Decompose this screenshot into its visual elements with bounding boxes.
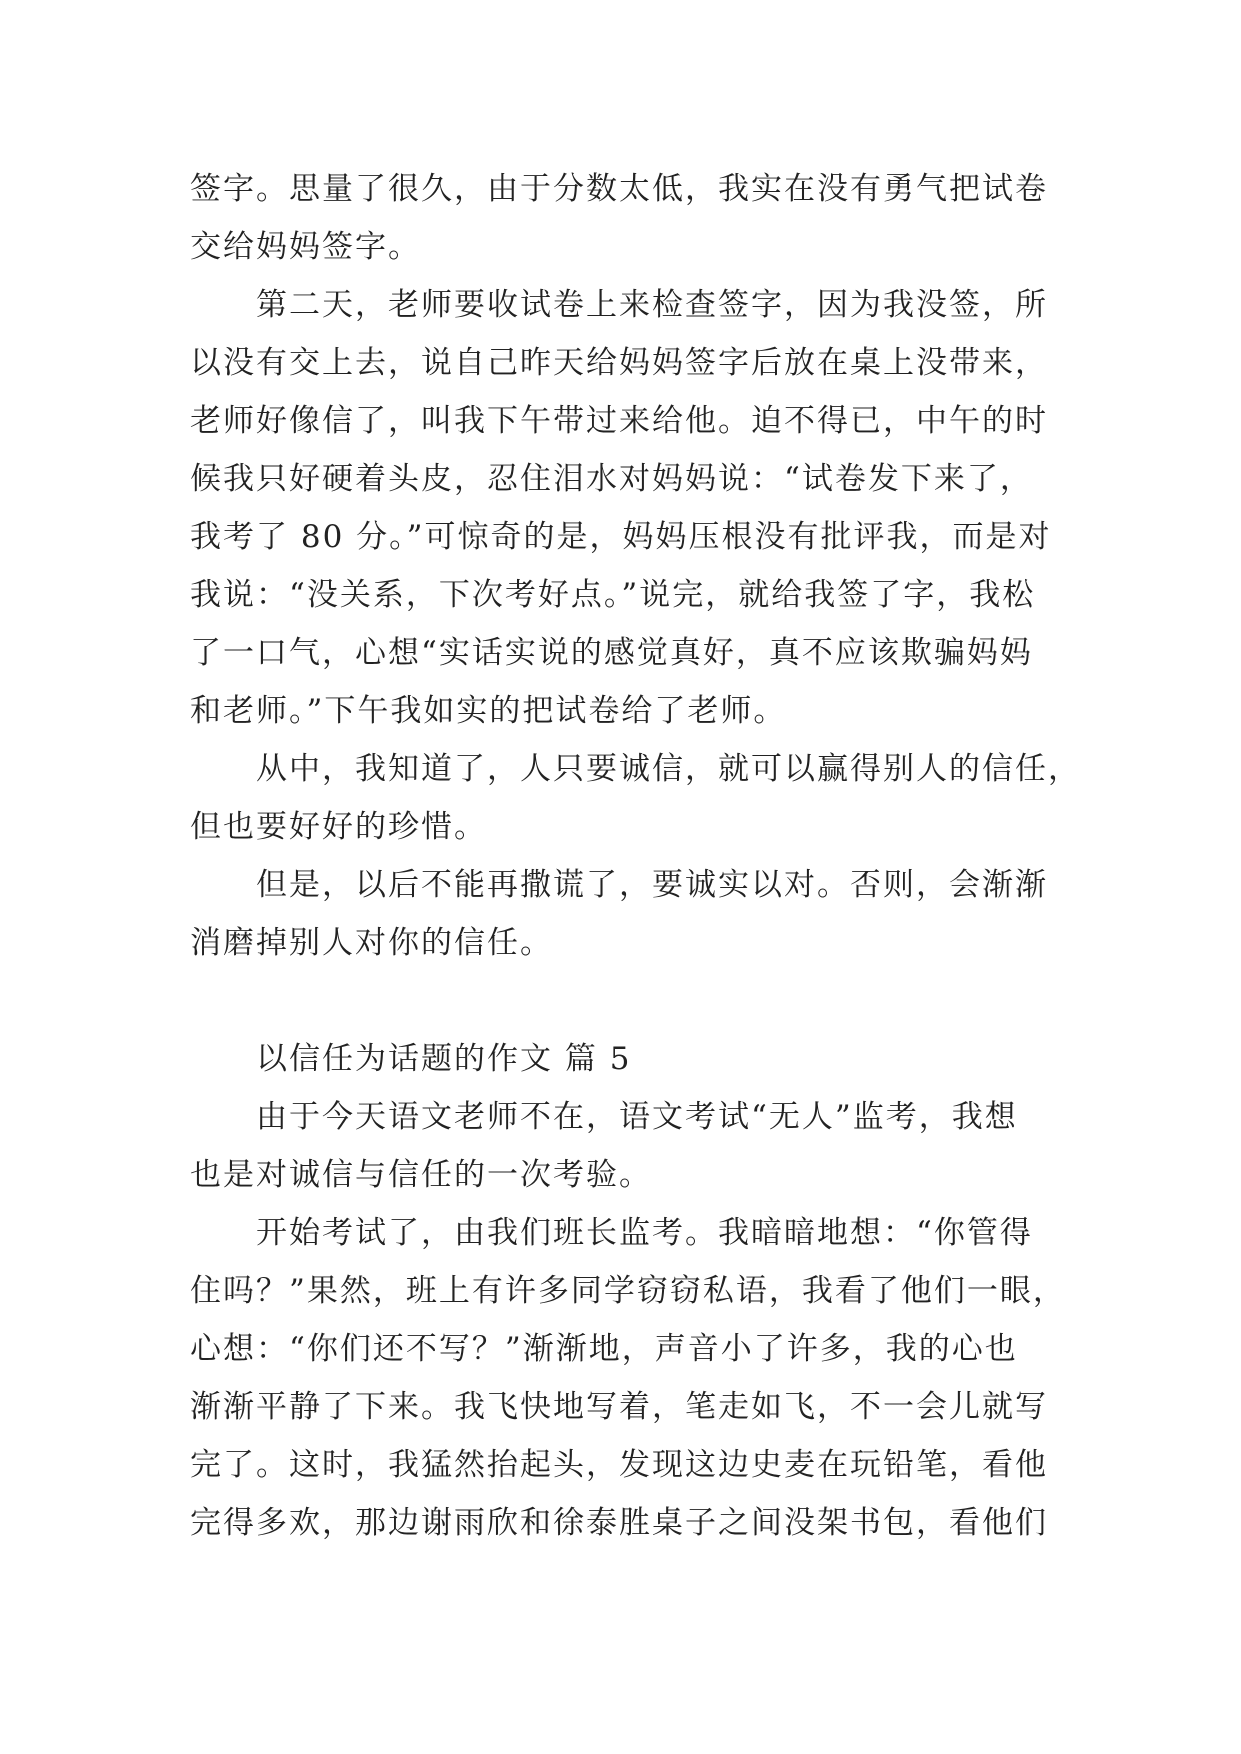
paragraph [190,740,1081,856]
text-line: 签字。思量了很久，由于分数太低，我实在没有勇气把试卷 [190,171,1048,207]
paragraph [190,160,1050,276]
text-line: 也是对诚信与信任的一次考验。 [190,1157,652,1193]
paragraph [190,1204,1066,1552]
text-line: 从中，我知道了，人只要诚信，就可以赢得别人的信任， [256,751,1081,787]
text-line: 我说：“没关系，下次考好点。”说完，就给我签了字，我松 [190,577,1036,613]
text-line: 交给妈妈签字。 [190,229,421,265]
text-line: 开始考试了，由我们班长监考。我暗暗地想：“你管得 [256,1215,1033,1251]
text-line: 第二天，老师要收试卷上来检查签字，因为我没签，所 [256,287,1048,323]
text-line: 老师好像信了，叫我下午带过来给他。迫不得已，中午的时 [190,403,1048,439]
text-line: 完得多欢，那边谢雨欣和徐泰胜桌子之间没架书包，看他们 [190,1505,1048,1541]
text-line: 由于今天语文老师不在，语文考试“无人”监考，我想 [256,1099,1018,1135]
text-line: 以没有交上去，说自己昨天给妈妈签字后放在桌上没带来， [190,345,1048,381]
document-body [190,160,1081,1552]
text-line: 完了。这时，我猛然抬起头，发现这边史麦在玩铅笔，看他 [190,1447,1048,1483]
paragraph [190,1088,1050,1204]
text-line: 候我只好硬着头皮，忍住泪水对妈妈说：“试卷发下来了， [190,461,1033,497]
text-line: 渐渐平静了下来。我飞快地写着，笔走如飞，不一会儿就写 [190,1389,1048,1425]
text-line: 心想：“你们还不写？”渐渐地，声音小了许多，我的心也 [190,1331,1018,1367]
text-line: 但也要好好的珍惜。 [190,809,487,845]
paragraph [190,856,1050,972]
text-line: 我考了 80 分。”可惊奇的是，妈妈压根没有批评我，而是对 [190,519,1052,555]
text-line: 但是，以后不能再撒谎了，要诚实以对。否则，会渐渐 [256,867,1048,903]
text-line: 住吗？”果然，班上有许多同学窃窃私语，我看了他们一眼， [190,1273,1066,1309]
blank-line [190,972,1050,1030]
text-line: 消磨掉别人对你的信任。 [190,925,553,961]
text-line: 和老师。”下午我如实的把试卷给了老师。 [190,693,787,729]
section-heading: 以信任为话题的作文 篇 5 [256,1041,632,1077]
text-line: 了一口气，心想“实话实说的感觉真好，真不应该欺骗妈妈 [190,635,1033,671]
paragraph [190,276,1050,740]
